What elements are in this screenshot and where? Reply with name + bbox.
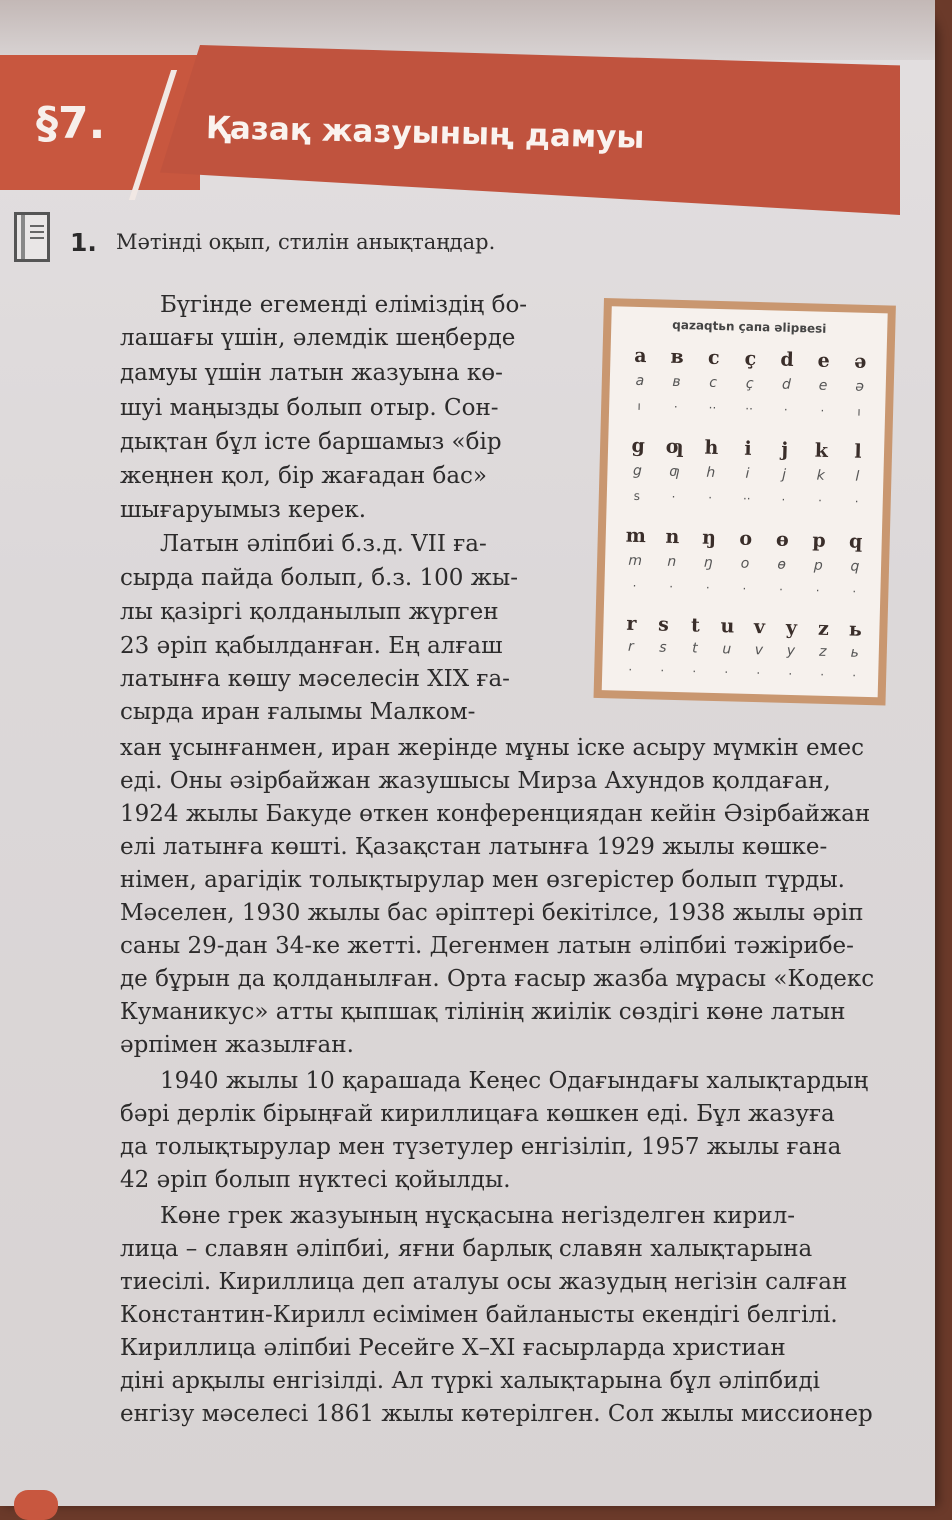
script-letter: e [818, 377, 828, 394]
stroke-mark: · [724, 665, 729, 680]
stroke-mark: · [660, 663, 665, 678]
stroke-mark: ı [857, 404, 861, 419]
script-letter: h [706, 464, 716, 481]
body-line: елі латынға көшті. Қазақстан латынға 1929 жылы көшке- [120, 834, 828, 860]
letter: ŋ [701, 526, 717, 550]
letter: o [739, 527, 753, 550]
stroke-mark: · [852, 584, 857, 599]
stroke-mark: · [632, 578, 637, 593]
stroke-mark: ·· [708, 400, 717, 415]
stroke-mark: ı [637, 398, 642, 413]
script-letter: s [659, 639, 667, 656]
stroke-mark: · [756, 666, 761, 681]
stroke-mark: ·· [742, 491, 751, 506]
script-letter: g [632, 462, 643, 480]
body-line: 42 әріп болып нүктесі қойылды. [120, 1167, 511, 1193]
letter: i [744, 437, 752, 460]
script-letter: k [816, 467, 825, 484]
letter: ç [744, 347, 757, 371]
script-letter: p [813, 557, 823, 574]
letter: в [670, 345, 685, 369]
stroke-mark: · [820, 667, 825, 682]
script-letter: в [672, 373, 681, 391]
letter: j [780, 438, 789, 461]
alphabet-row-print [618, 524, 874, 553]
letter: r [626, 612, 637, 635]
page-number-tab [14, 1490, 58, 1520]
letter: ə [854, 350, 867, 373]
alphabet-row-print [620, 434, 876, 463]
letter: a [634, 344, 647, 368]
stroke-mark: · [705, 580, 710, 595]
body-line: Бүгінде егеменді еліміздің бо- [160, 292, 528, 318]
alphabet-row-marks [621, 398, 877, 419]
alphabet-row-script [615, 638, 871, 661]
script-letter: c [709, 374, 718, 391]
alphabet-row-print [615, 612, 871, 641]
letter: e [817, 349, 831, 372]
alphabet-row-marks [614, 662, 870, 683]
stroke-mark: · [788, 666, 793, 682]
alphabet-row-script [617, 552, 873, 575]
section-number: §7. [36, 98, 106, 149]
alphabet-title: qazaqtьn çaпa əlipвesi [672, 317, 827, 336]
body-line: тиесілі. Кириллица деп аталуы осы жазудың негізін салған [120, 1269, 848, 1295]
letter: z [817, 617, 830, 640]
body-line: німен, арагідік толықтырулар мен өзгерістер болып тұрды. [120, 867, 845, 893]
stroke-mark: · [817, 493, 823, 508]
stroke-mark: · [815, 583, 820, 598]
body-line: 1940 жылы 10 қарашада Кеңес Одағындағы халықтардың [160, 1068, 869, 1094]
letter: q [848, 530, 863, 553]
body-line: Латын әліпбиі б.з.д. VII ға- [160, 531, 487, 557]
letter: c [707, 346, 720, 370]
stroke-mark: · [854, 494, 859, 509]
script-letter: u [722, 641, 732, 658]
script-letter: ƣ [668, 463, 680, 481]
stroke-mark: · [778, 582, 784, 597]
stroke-mark: · [742, 581, 747, 596]
body-line: еді. Оны әзірбайжан жазушысы Мирза Ахундов қолдаған, [120, 768, 831, 794]
stroke-mark: · [671, 489, 676, 504]
letter: l [854, 440, 862, 463]
body-line: Көне грек жазуының нұсқасына негізделген кирил- [160, 1203, 796, 1229]
alphabet-row-marks [616, 578, 872, 599]
body-line: лашағы үшін, әлемдік шеңберде [120, 325, 516, 351]
stroke-mark: · [852, 668, 857, 683]
script-letter: t [691, 640, 698, 657]
alphabet-row-marks [619, 488, 875, 509]
body-line: Мәселен, 1930 жылы бас әріптері бекітілсе, 1938 жылы әріп [120, 900, 864, 926]
body-line: да толықтырулар мен түзетулер енгізіліп, 1957 жылы ғана [120, 1134, 842, 1160]
alphabet-row-print [622, 345, 878, 374]
latin-alphabet-image [594, 298, 896, 706]
body-line: сырда иран ғалымы Малком- [120, 699, 476, 725]
body-line: 23 әріп қабылданған. Ең алғаш [120, 633, 503, 659]
script-letter: l [855, 468, 860, 485]
task-number: 1. [70, 228, 97, 257]
body-line: бәрі дерлік бірыңғай кириллицаға көшкен еді. Бұл жазуға [120, 1101, 835, 1127]
body-line: латынға көшу мәселесін XIX ға- [120, 666, 510, 692]
body-line: саны 29-дан 34-ке жетті. Дегенмен латын әліпбиі тәжірибе- [120, 933, 854, 959]
stroke-mark: · [820, 403, 825, 418]
letter: t [690, 614, 701, 637]
script-letter: z [818, 643, 827, 660]
letter: ь [848, 618, 863, 641]
letter: h [704, 436, 719, 460]
script-letter: a [635, 372, 645, 390]
body-line: 1924 жылы Бакуде өткен конференциядан кейін Әзірбайжан [120, 801, 871, 827]
script-letter: ɵ [777, 556, 787, 573]
task-instruction: Мәтінді оқып, стилін анықтаңдар. [116, 230, 496, 254]
stroke-mark: · [692, 664, 697, 679]
letter: y [785, 616, 798, 640]
script-letter: ç [745, 375, 754, 392]
body-line: діні арқылы енгізілді. Ал түркі халықтарына бұл әліпбиді [120, 1368, 820, 1394]
section-title: Қазақ жазуының дамуы [205, 110, 645, 156]
script-letter: v [754, 642, 764, 659]
script-letter: m [628, 552, 643, 570]
stroke-mark: · [669, 579, 674, 594]
stroke-mark: · [673, 399, 678, 414]
stroke-mark: · [628, 662, 633, 677]
script-letter: r [627, 638, 634, 655]
script-letter: i [745, 465, 750, 482]
script-letter: n [667, 553, 677, 570]
script-letter: ŋ [703, 554, 714, 571]
notebook-icon [14, 212, 50, 262]
letter: p [812, 529, 826, 552]
stroke-mark: · [708, 490, 713, 505]
body-line: Константин-Кирилл есімімен байланысты екендігі белгілі. [120, 1302, 838, 1328]
script-letter: q [850, 558, 860, 575]
stroke-mark: s [633, 488, 641, 504]
body-line: дамуы үшін латын жазуына кө- [120, 360, 503, 386]
script-letter: y [786, 642, 796, 660]
body-line: енгізу мәселесі 1861 жылы көтерілген. Сол жылы миссионер [120, 1401, 873, 1427]
script-letter: j [781, 466, 787, 483]
letter: m [625, 524, 647, 548]
letter: k [814, 439, 829, 462]
alphabet-row-script [622, 372, 878, 395]
body-line: лица – славян әліпбиі, яғни барлық славян халықтарына [120, 1236, 813, 1262]
script-letter: ə [855, 378, 865, 395]
body-line: шуі маңызды болып отыр. Сон- [120, 395, 499, 421]
body-line: Куманикус» атты қыпшақ тілінің жиілік сөздігі көне латын [120, 999, 846, 1025]
body-line: лы қазіргі қолданылып жүрген [120, 599, 499, 625]
body-line: шығаруымыз керек. [120, 497, 367, 523]
alphabet-row-script [619, 462, 875, 485]
stroke-mark: · [783, 402, 788, 417]
script-letter: d [781, 376, 792, 393]
script-letter: o [740, 555, 750, 572]
letter: g [631, 434, 646, 458]
letter: n [665, 525, 680, 549]
script-letter: ь [850, 644, 860, 661]
body-line: дықтан бұл істе баршамыз «бір [120, 429, 502, 455]
top-shadow [0, 0, 935, 60]
letter: ɵ [775, 528, 789, 551]
body-line: Кириллица әліпбиі Ресейге X–XI ғасырларда христиан [120, 1335, 786, 1361]
letter: d [780, 348, 794, 371]
stroke-mark: ·· [745, 401, 754, 416]
stroke-mark: · [781, 492, 786, 507]
letter: s [657, 613, 670, 636]
body-line: жеңнен қол, бір жағадан бас» [120, 463, 488, 489]
body-line: хан ұсынғанмен, иран жерінде мұны іске асыру мүмкін емес [120, 735, 865, 761]
letter: v [753, 616, 766, 639]
letter: ƣ [665, 435, 685, 459]
letter: u [720, 615, 735, 638]
body-line: де бұрын да қолданылған. Орта ғасыр жазба мұрасы «Кодекс [120, 966, 875, 992]
body-line: әрпімен жазылған. [120, 1032, 354, 1058]
body-line: сырда пайда болып, б.з. 100 жы- [120, 565, 518, 591]
